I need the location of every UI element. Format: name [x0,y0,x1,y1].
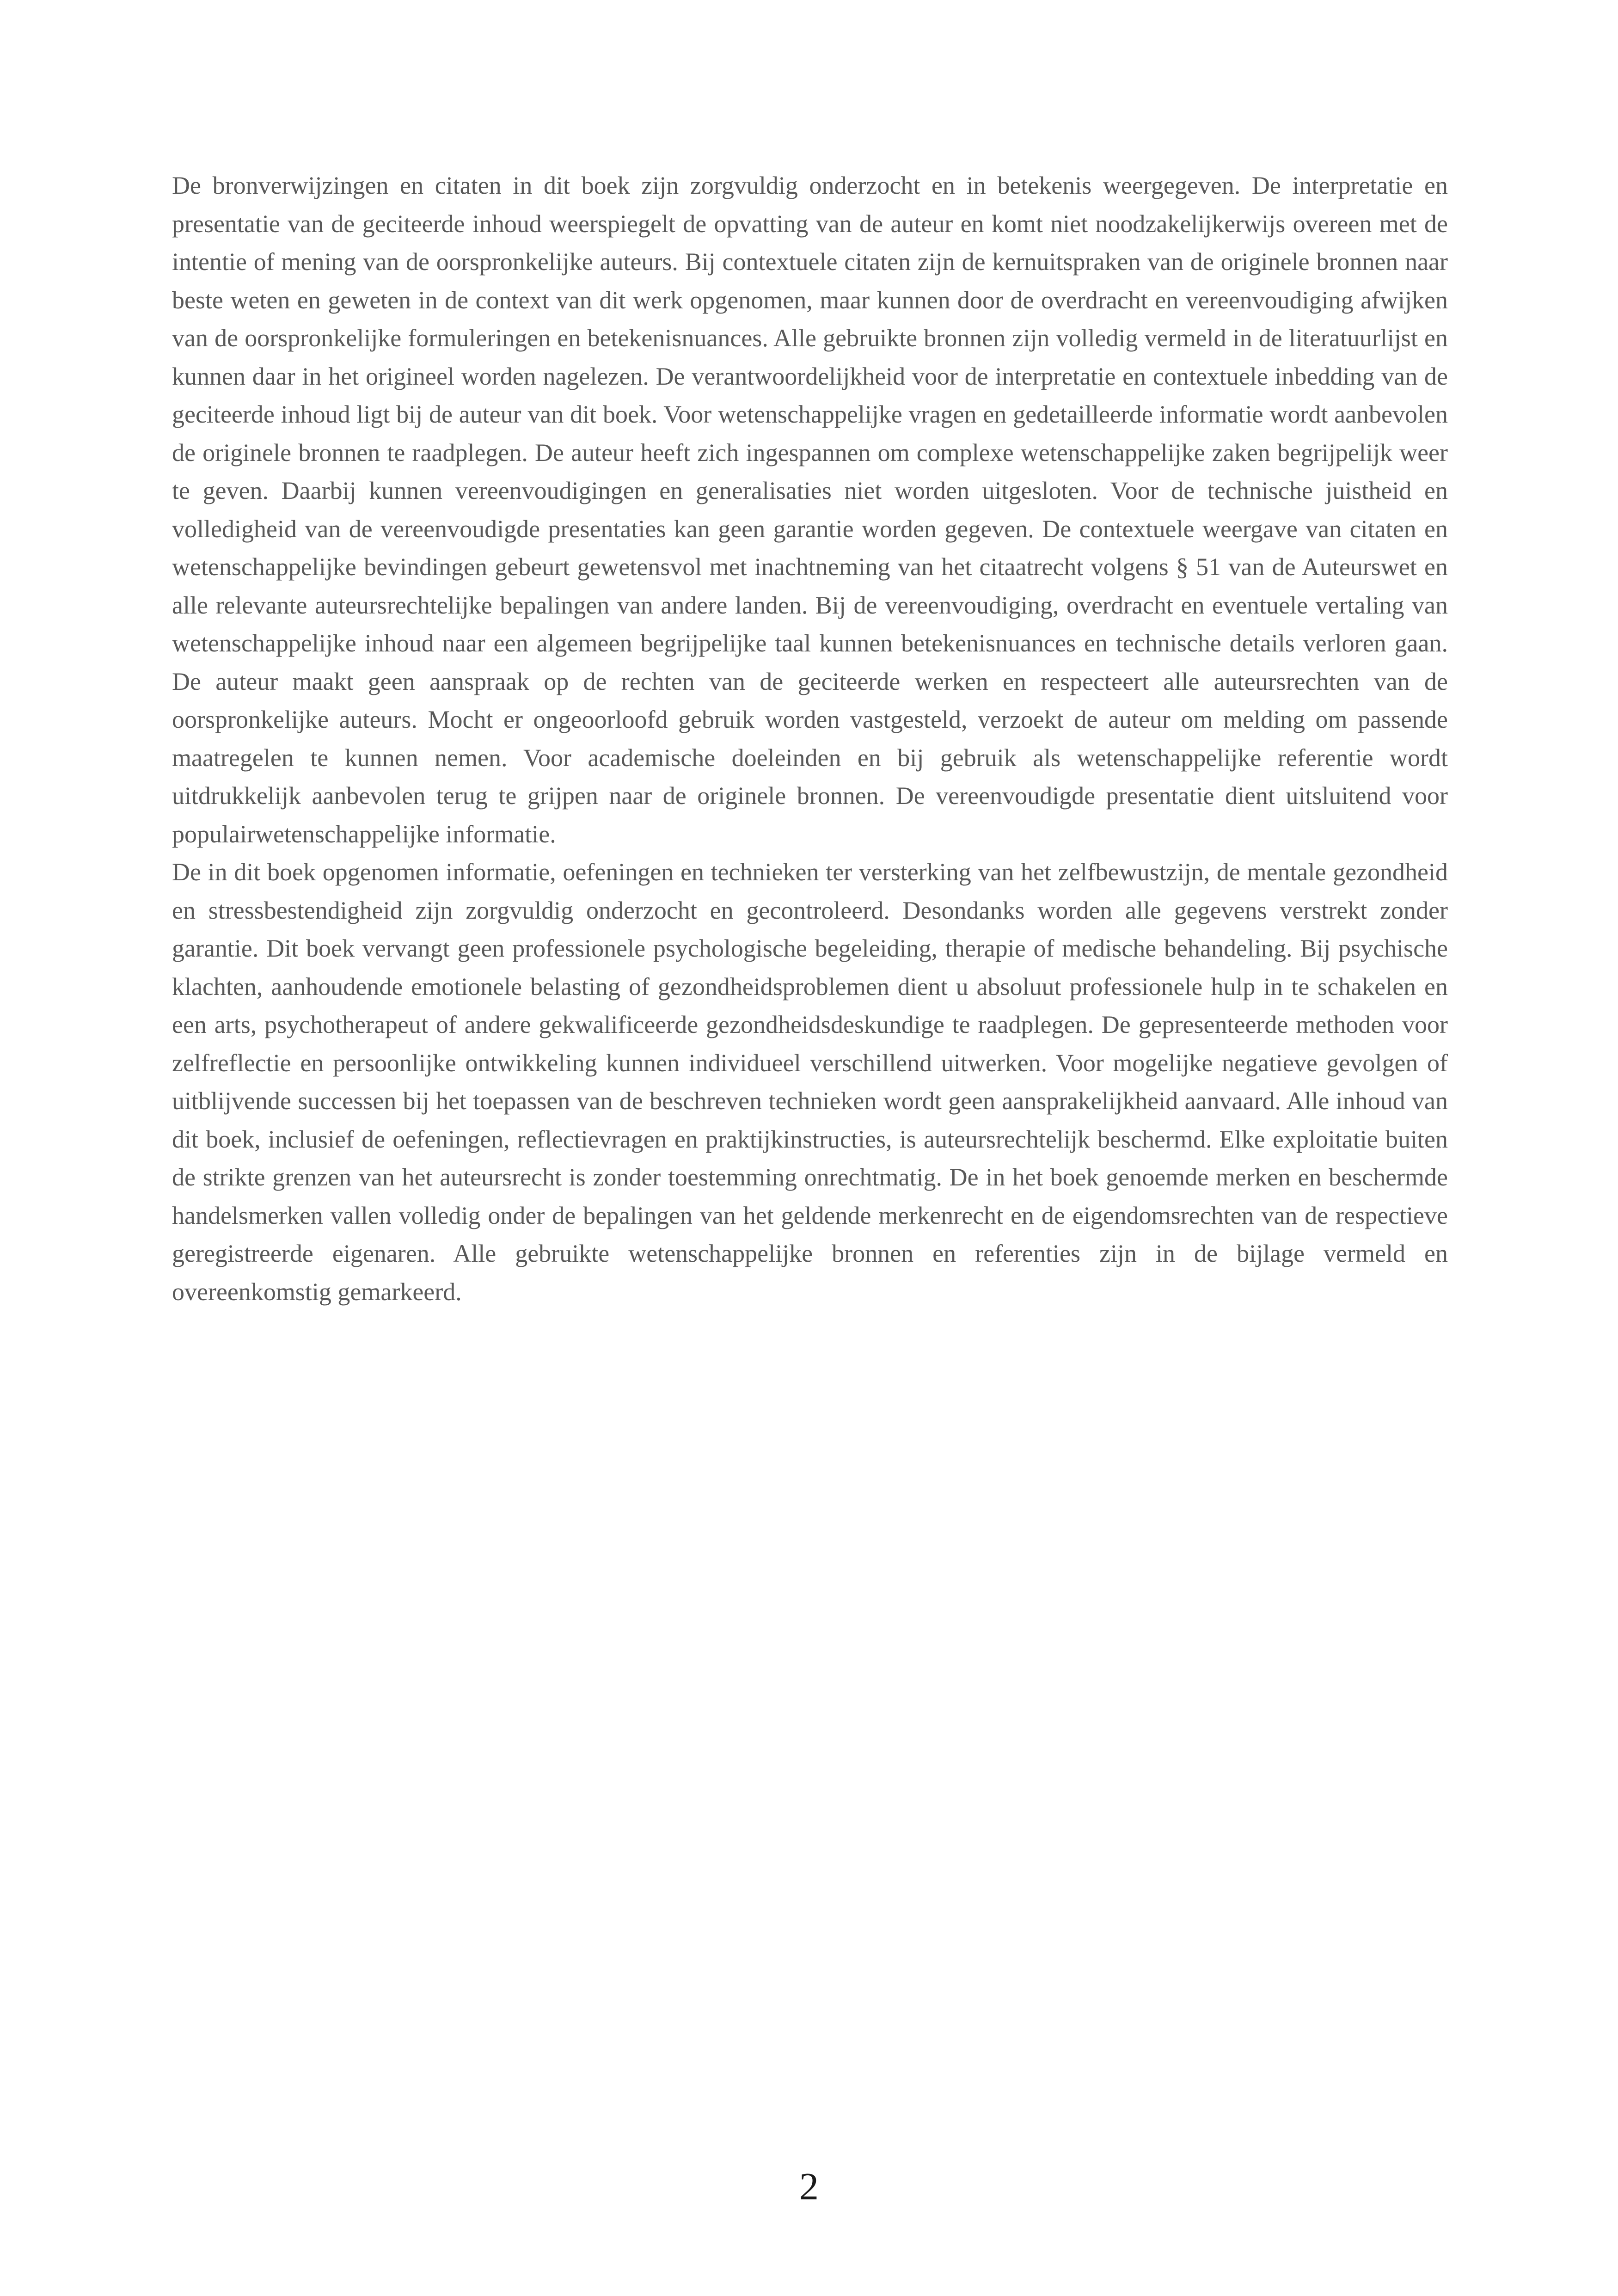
paragraph-health-disclaimer: De in dit boek opgenomen informatie, oefeningen en technieken ter versterking van het zelfbewustzijn, de mentale gezondheid en stressbestendigheid zijn zorgvuldig onderzocht en gecontroleerd. Desondanks worden alle gegevens verstrekt zonder garantie. Dit boek vervangt geen professionele psychologische begeleiding, therapie of medische behandeling. Bij psychische klachten, aanhoudende emotionele belasting of gezondheidsproblemen dient u absoluut professionele hulp in te schakelen en een arts, psychotherapeut of andere gekwalificeerde gezondheidsdeskundige te raadplegen. De gepresenteerde methoden voor zelfreflectie en persoonlijke ontwikkeling kunnen individueel verschillend uitwerken. Voor mogelijke negatieve gevolgen of uitblijvende successen bij het toepassen van de beschreven technieken wordt geen aansprakelijkheid aanvaard. Alle inhoud van dit boek, inclusief de oefeningen, reflectievragen en praktijkinstructies, is auteursrechtelijk beschermd. Elke exploitatie buiten de strikte grenzen van het auteursrecht is zonder toestemming onrechtmatig. De in het boek genoemde merken en beschermde handelsmerken vallen volledig onder de bepalingen van het geldende merkenrecht en de eigendomsrechten van de respectieve geregistreerde eigenaren. Alle gebruikte wetenschappelijke bronnen en referenties zijn in de bijlage vermeld en overeenkomstig gemarkeerd. [172,858,1448,1306]
paragraph-sources-disclaimer: De bronverwijzingen en citaten in dit boek zijn zorgvuldig onderzocht en in betekenis weergegeven. De interpretatie en presentatie van de geciteerde inhoud weerspiegelt de opvatting van de auteur en komt niet noodzakelijkerwijs overeen met de intentie of mening van de oorspronkelijke auteurs. Bij contextuele citaten zijn de kernuitspraken van de originele bronnen naar beste weten en geweten in de context van dit werk opgenomen, maar kunnen door de overdracht en vereenvoudiging afwijken van de oorspronkelijke formuleringen en betekenisnuances. Alle gebruikte bronnen zijn volledig vermeld in de literatuurlijst en kunnen daar in het origineel worden nagelezen. De verantwoordelijkheid voor de interpretatie en contextuele inbedding van de geciteerde inhoud ligt bij de auteur van dit boek. Voor wetenschappelijke vragen en gedetailleerde informatie wordt aanbevolen de originele bronnen te raadplegen. De auteur heeft zich ingespannen om complexe wetenschappelijke zaken begrijpelijk weer te geven. Daarbij kunnen vereenvoudigingen en generalisaties niet worden uitgesloten. Voor de technische juistheid en volledigheid van de vereenvoudigde presentaties kan geen garantie worden gegeven. De contextuele weergave van citaten en wetenschappelijke bevindingen gebeurt gewetensvol met inachtneming van het citaatrecht volgens § 51 van de Auteurswet en alle relevante auteursrechtelijke bepalingen van andere landen. Bij de vereenvoudiging, overdracht en eventuele vertaling van wetenschappelijke inhoud naar een algemeen begrijpelijke taal kunnen betekenisnuances en technische details verloren gaan. De auteur maakt geen aanspraak op de rechten van de geciteerde werken en respecteert alle auteursrechten van de oorspronkelijke auteurs. Mocht er ongeoorloofd gebruik worden vastgesteld, verzoekt de auteur om melding om passende maatregelen te kunnen nemen. Voor academische doeleinden en bij gebruik als wetenschappelijke referentie wordt uitdrukkelijk aanbevolen terug te grijpen naar de originele bronnen. De vereenvoudigde presentatie dient uitsluitend voor populairwetenschappelijke informatie. [172,172,1448,848]
body-text [172,166,1448,1311]
page-number: 2 [799,2165,819,2208]
